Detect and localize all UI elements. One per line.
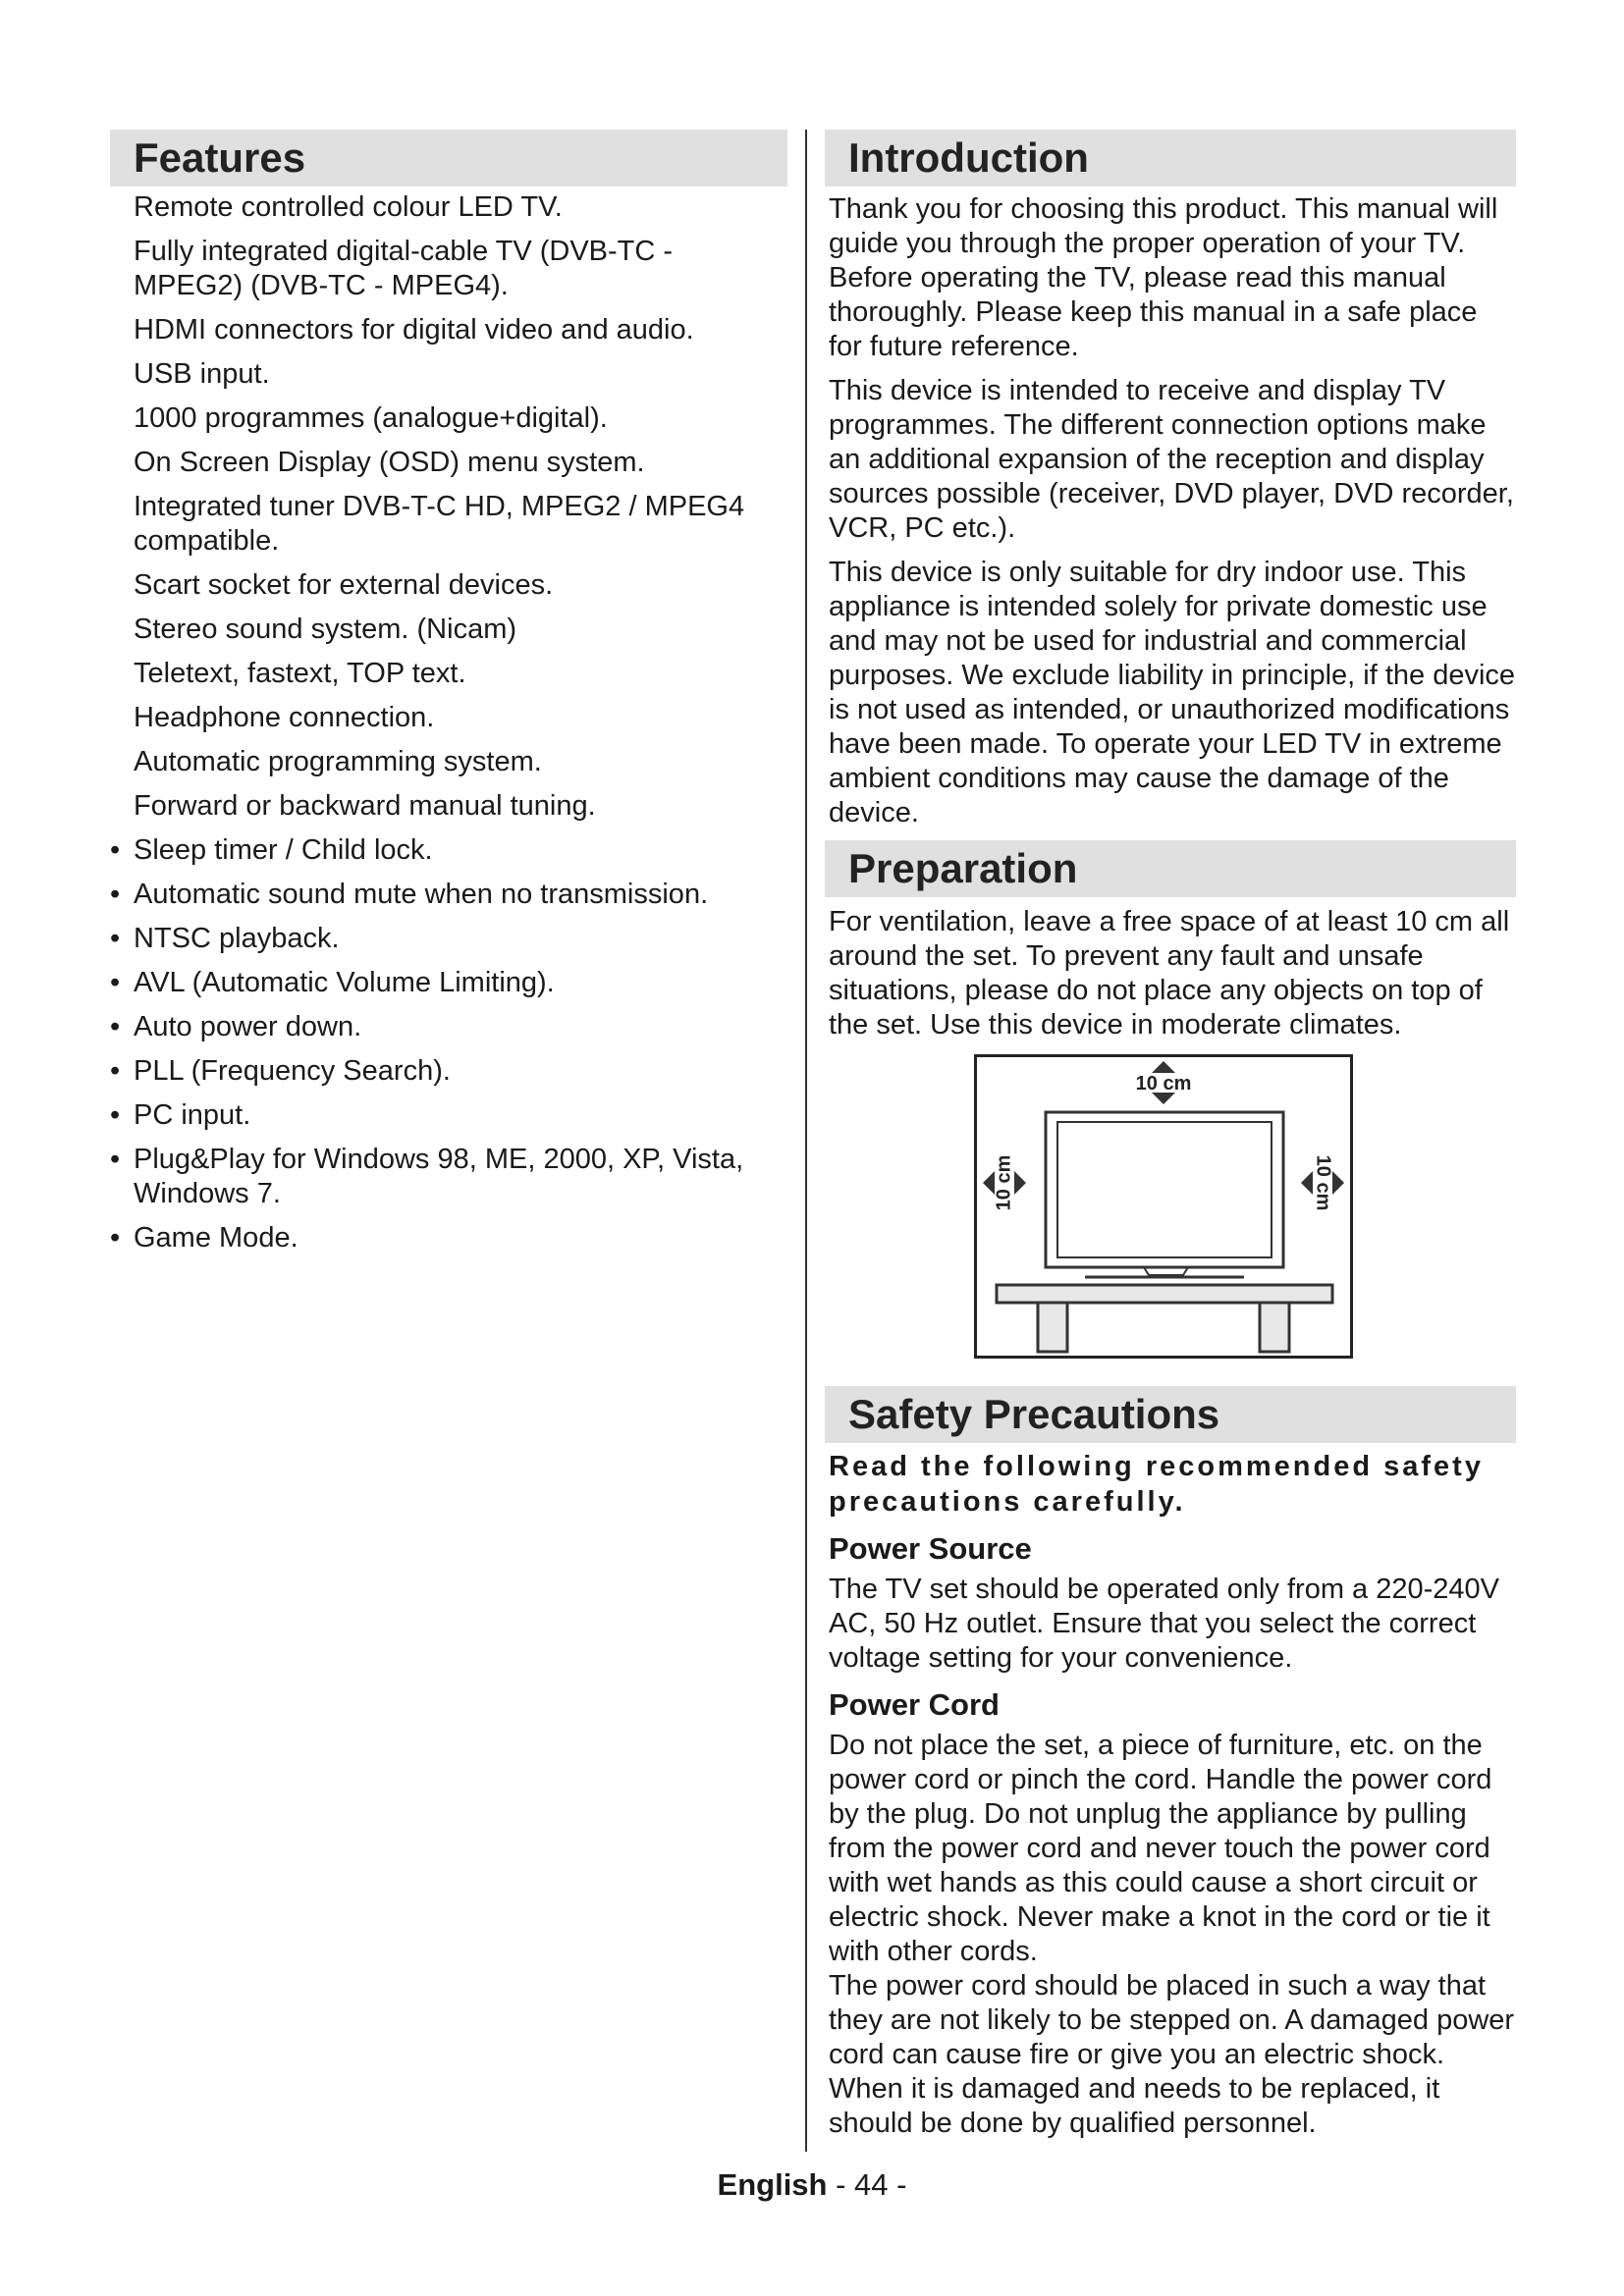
tv-screen <box>1057 1122 1272 1257</box>
intro-paragraph: Thank you for choosing this product. This manual will guide you through the proper operation of your TV. Before operating the TV, please read this manual thoroughly. Please keep this manual in a safe place for future reference. <box>829 193 1498 362</box>
list-item: Stereo sound system. (Nicam) <box>134 614 517 645</box>
top-clearance-label: 10 cm <box>1135 1073 1192 1095</box>
list-item: • Game Mode. <box>110 1221 787 1255</box>
list-item: • Plug&Play for Windows 98, ME, 2000, XP, Vista, Windows 7. <box>110 1143 787 1211</box>
power-source-text: The TV set should be operated only from a 220-240V AC, 50 Hz outlet. Ensure that you select the correct voltage setting for your convenience. <box>829 1574 1500 1674</box>
features-column <box>110 130 787 1265</box>
list-item: On Screen Display (OSD) menu system. <box>134 447 645 478</box>
list-item: Forward or backward manual tuning. <box>134 790 596 822</box>
safety-lead: Read the following recommended safety precautions carefully. <box>829 1451 1484 1518</box>
table-leg-right <box>1260 1303 1289 1352</box>
ventilation-diagram <box>974 1054 1353 1359</box>
power-source-heading: Power Source <box>829 1531 1032 1566</box>
features-heading: Features <box>110 130 787 187</box>
introduction-heading: Introduction <box>825 130 1516 187</box>
right-column <box>825 130 1542 2151</box>
introduction-body <box>825 192 1542 830</box>
list-item: Automatic programming system. <box>134 746 542 777</box>
safety-section <box>825 1386 1542 2141</box>
column-divider <box>805 130 807 2152</box>
table-top <box>997 1285 1332 1303</box>
page-footer <box>0 2167 1624 2203</box>
list-item: • NTSC playback. <box>110 922 787 956</box>
intro-paragraph: This device is intended to receive and display TV programmes. The different connection options make an additional expansion of the reception and display sources possible (receiver, DVD player, DVD recorder, VCR, PC etc.). <box>829 375 1514 544</box>
list-item: • PLL (Frequency Search). <box>110 1054 787 1089</box>
list-item: • Sleep timer / Child lock. <box>110 833 787 868</box>
list-item: HDMI connectors for digital video and audio. <box>134 314 694 346</box>
footer-language: English <box>717 2167 828 2202</box>
list-item: • Automatic sound mute when no transmission. <box>110 878 787 912</box>
tv-outer-frame <box>1046 1112 1283 1267</box>
page-number: - 44 - <box>836 2167 907 2202</box>
list-item: 1000 programmes (analogue+digital). <box>134 402 608 434</box>
preparation-section <box>825 840 1542 1359</box>
power-cord-text: The power cord should be placed in such a way that they are not likely to be stepped on. A damaged power cord can cause fire or give you an electric shock. When it is damaged and needs to be replaced, it should be done by qualified personnel. <box>829 1970 1515 2139</box>
list-item: Fully integrated digital-cable TV (DVB-TC - MPEG2) (DVB-TC - MPEG4). <box>134 236 674 301</box>
list-item: • AVL (Automatic Volume Limiting). <box>110 966 787 1000</box>
intro-paragraph: This device is only suitable for dry indoor use. This appliance is intended solely for private domestic use and may not be used for industrial and commercial purposes. We exclude liability in principle, if the device is not used as intended, or unauthorized modifications have been made. To operate your LED TV in extreme ambient conditions may cause the damage of the device. <box>829 557 1516 828</box>
list-item: Integrated tuner DVB-T-C HD, MPEG2 / MPEG4 compatible. <box>134 491 745 557</box>
list-item: • Auto power down. <box>110 1010 787 1044</box>
preparation-text: For ventilation, leave a free space of at least 10 cm all around the set. To prevent any fault and unsafe situations, please do not place any objects on top of the set. Use this device in moderate climates. <box>829 906 1510 1041</box>
table-leg-left <box>1038 1303 1067 1352</box>
power-cord-heading: Power Cord <box>829 1687 1000 1722</box>
arrow-left-icon <box>1301 1171 1313 1195</box>
list-item: Scart socket for external devices. <box>134 569 554 601</box>
arrow-up-icon <box>1152 1061 1175 1073</box>
list-item: Remote controlled colour LED TV. <box>134 191 563 223</box>
power-cord-text: Do not place the set, a piece of furniture, etc. on the power cord or pinch the cord. Handle the power cord by the plug. Do not unplug the appliance by pulling from the power cord and never touch the power cord with wet hands as this could cause a short circuit or electric shock. Never make a knot in the cord or tie it with other cords. <box>829 1730 1492 1967</box>
features-list <box>110 190 787 1255</box>
preparation-heading: Preparation <box>825 840 1516 897</box>
tv-clearance-illustration <box>977 1057 1350 1356</box>
safety-heading: Safety Precautions <box>825 1386 1516 1443</box>
list-item: • PC input. <box>110 1098 787 1133</box>
list-item: Headphone connection. <box>134 702 435 733</box>
list-item: Teletext, fastext, TOP text. <box>134 658 466 689</box>
list-item: USB input. <box>134 358 270 390</box>
left-clearance-label: 10 cm <box>993 1154 1015 1211</box>
right-clearance-label: 10 cm <box>1312 1154 1334 1211</box>
arrow-right-icon <box>1014 1171 1026 1195</box>
